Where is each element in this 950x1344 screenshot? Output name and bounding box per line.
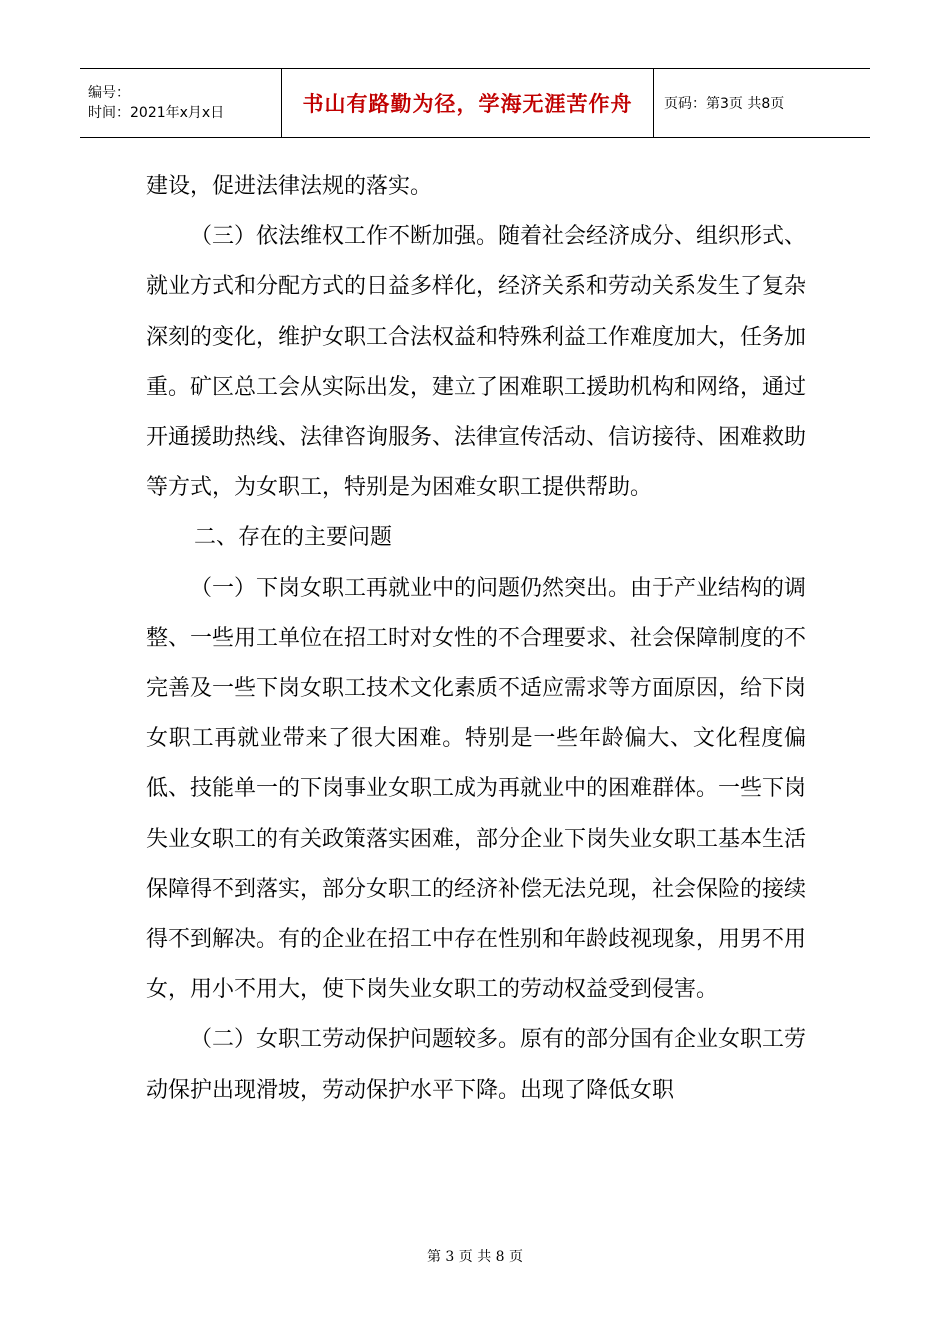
doc-time-label: 时间：2021年x月x日 [88,105,225,121]
motto-text: 书山有路勤为径，学海无涯苦作舟 [302,92,633,116]
doc-number-label: 编号： [88,85,130,101]
paragraph-reemployment: （一）下岗女职工再就业中的问题仍然突出。由于产业结构的调整、一些用工单位在招工时对女性的不合理要求、社会保障制度的不完善及一些下岗女职工技术文化素质不适应需求等方面原因，给下岗女职工再就业带来了很大困难。特别是一些年龄偏大、文化程度偏低、技能单一的下岗事业女职工成为再就业中的困难群体。一些下岗失业女职工的有关政策落实困难，部分企业下岗失业女职工基本生活保障得不到落实，部分女职工的经济补偿无法兑现，社会保险的接续得不到解决。有的企业在招工中存在性别和年龄歧视现象，用男不用女，用小不用大，使下岗失业女职工的劳动权益受到侵害。 [146,575,807,1003]
section-heading-problems: 二、存在的主要问题 [194,525,393,551]
paragraph-rights-protection: （三）依法维权工作不断加强。随着社会经济成分、组织形式、就业方式和分配方式的日益多样化，经济关系和劳动关系发生了复杂深刻的变化，维护女职工合法权益和特殊利益工作难度加大，任务加重。矿区总工会从实际出发，建立了困难职工援助机构和网络，通过开通援助热线、法律咨询服务、法律宣传活动、信访接待、困难救助等方式，为女职工，特别是为困难女职工提供帮助。 [146,224,807,501]
paragraph-labor-protection: （二）女职工劳动保护问题较多。原有的部分国有企业女职工劳动保护出现滑坡，劳动保护水平下降。出现了降低女职 [146,1027,807,1103]
page-code: 页码：第3页 共8页 [664,96,785,112]
paragraph-continuation: 建设，促进法律法规的落实。 [146,174,433,199]
header-table [80,68,870,138]
document-body [146,162,806,1116]
header-meta-cell [80,69,282,137]
header-page-cell [654,69,870,137]
header-motto-cell [282,69,654,137]
page-footer: 第 3 页 共 8 页 [426,1249,524,1265]
